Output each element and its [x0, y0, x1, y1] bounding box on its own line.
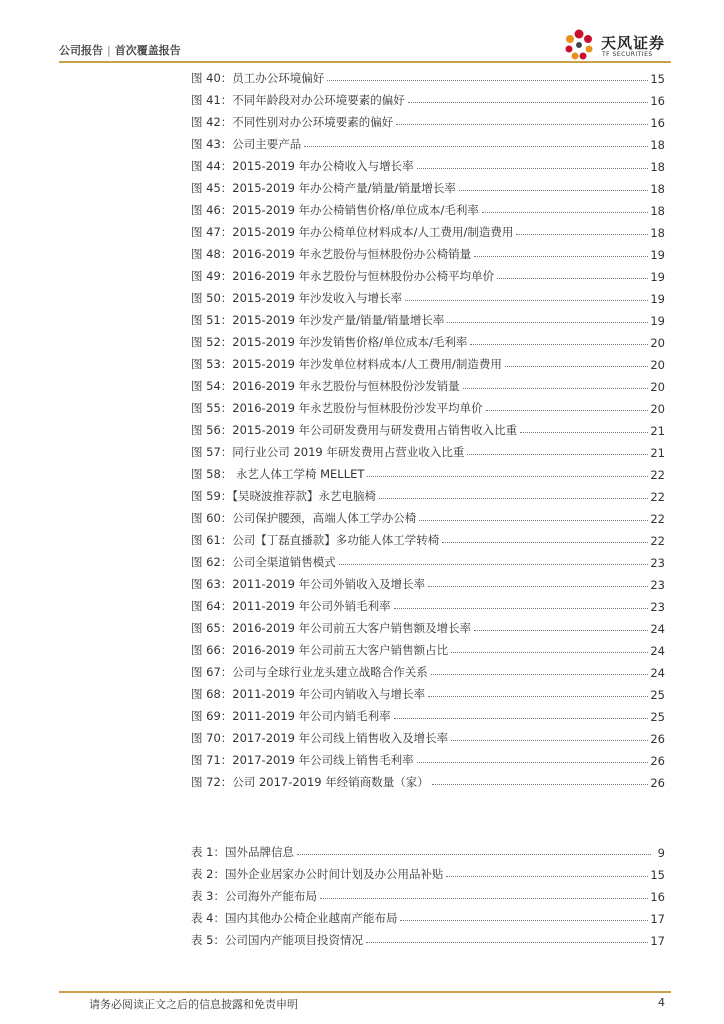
entry-page: 19	[650, 270, 665, 284]
entry-label: 图 52：2015-2019 年沙发销售价格/单位成本/毛利率	[191, 335, 468, 349]
table-entry[interactable]	[191, 860, 665, 882]
dot-leader	[339, 563, 649, 565]
dot-leader	[428, 585, 648, 587]
figure-entry[interactable]	[191, 768, 665, 790]
entry-page: 20	[650, 358, 665, 372]
figure-entry[interactable]	[191, 592, 665, 614]
entry-page: 24	[650, 622, 665, 636]
figure-entry[interactable]	[191, 152, 665, 174]
entry-page: 18	[650, 182, 665, 196]
entry-label: 图 50：2015-2019 年沙发收入与增长率	[191, 291, 403, 305]
header-divider	[59, 61, 671, 63]
dot-leader	[486, 409, 649, 411]
entry-page: 16	[650, 116, 665, 130]
entry-label: 图 72：公司 2017-2019 年经销商数量（家）	[191, 775, 429, 789]
table-entry[interactable]	[191, 882, 665, 904]
entry-label: 表 1：国外品牌信息	[191, 845, 294, 859]
entry-page: 20	[650, 336, 665, 350]
dot-leader	[400, 919, 648, 921]
figure-entry[interactable]	[191, 218, 665, 240]
report-category: 公司报告	[59, 44, 103, 57]
dot-leader	[451, 651, 648, 653]
entry-page: 17	[650, 934, 665, 948]
entry-page: 9	[657, 846, 665, 860]
figure-entry[interactable]	[191, 174, 665, 196]
figure-entry[interactable]	[191, 438, 665, 460]
entry-label: 图 59：【吴晓波推荐款】永艺电脑椅	[191, 489, 377, 503]
dot-leader	[459, 189, 648, 191]
entry-label: 图 41：不同年龄段对办公环境要素的偏好	[191, 93, 405, 107]
dot-leader	[516, 233, 648, 235]
dot-leader	[394, 607, 649, 609]
figure-entry[interactable]	[191, 108, 665, 130]
entry-label: 图 56：2015-2019 年公司研发费用与研发费用占销售收入比重	[191, 423, 518, 437]
entry-label: 图 53：2015-2019 年沙发单位材料成本/人工费用/制造费用	[191, 357, 502, 371]
dot-leader	[482, 211, 648, 213]
company-logo	[561, 28, 671, 64]
entry-page: 20	[650, 402, 665, 416]
entry-label: 图 49：2016-2019 年永艺股份与恒林股份办公椅平均单价	[191, 269, 495, 283]
dot-leader	[408, 101, 649, 103]
logo-subtitle: TF SECURITIES	[602, 51, 653, 58]
disclaimer-text: 请务必阅读正文之后的信息披露和免责申明	[89, 998, 298, 1011]
entry-page: 23	[650, 578, 665, 592]
table-entry[interactable]	[191, 904, 665, 926]
entry-page: 20	[650, 380, 665, 394]
figure-entry[interactable]	[191, 482, 665, 504]
dot-leader	[474, 255, 648, 257]
dot-leader	[442, 541, 648, 543]
entry-label: 表 4：国内其他办公椅企业越南产能布局	[191, 911, 398, 925]
dot-leader	[367, 475, 648, 477]
dot-leader	[446, 875, 648, 877]
figure-entry[interactable]	[191, 570, 665, 592]
table-entry[interactable]	[191, 838, 665, 860]
table-list	[191, 838, 665, 948]
dot-leader	[320, 897, 648, 899]
entry-label: 图 60：公司保护腰颈，高端人体工学办公椅	[191, 511, 417, 525]
entry-page: 25	[650, 710, 665, 724]
entry-page: 22	[650, 512, 665, 526]
figure-entry[interactable]	[191, 680, 665, 702]
dot-leader	[467, 453, 648, 455]
entry-label: 图 57：同行业公司 2019 年研发费用占营业收入比重	[191, 445, 465, 459]
dot-leader	[366, 941, 648, 943]
entry-page: 23	[650, 600, 665, 614]
figure-list	[191, 64, 665, 790]
entry-label: 图 55：2016-2019 年永艺股份与恒林股份沙发平均单价	[191, 401, 483, 415]
entry-page: 21	[650, 446, 665, 460]
entry-label: 图 61：公司【丁磊直播款】多功能人体工学转椅	[191, 533, 440, 547]
dot-leader	[447, 321, 648, 323]
entry-label: 图 66：2016-2019 年公司前五大客户销售额占比	[191, 643, 449, 657]
header-separator: |	[107, 44, 111, 57]
entry-label: 图 44：2015-2019 年办公椅收入与增长率	[191, 159, 414, 173]
entry-page: 15	[650, 868, 665, 882]
entry-label: 图 71：2017-2019 年公司线上销售毛利率	[191, 753, 414, 767]
dot-leader	[497, 277, 648, 279]
entry-label: 表 5：公司国内产能项目投资情况	[191, 933, 363, 947]
dot-leader	[432, 783, 649, 785]
entry-label: 图 63：2011-2019 年公司外销收入及增长率	[191, 577, 426, 591]
entry-page: 19	[650, 292, 665, 306]
figure-entry[interactable]	[191, 724, 665, 746]
entry-page: 16	[650, 890, 665, 904]
dot-leader	[463, 387, 649, 389]
dot-leader	[428, 695, 648, 697]
entry-page: 22	[650, 490, 665, 504]
figure-entry[interactable]	[191, 614, 665, 636]
entry-page: 18	[650, 160, 665, 174]
footer-divider	[59, 991, 671, 993]
dot-leader	[297, 853, 651, 855]
dot-leader	[474, 629, 648, 631]
dot-leader	[505, 365, 648, 367]
figure-entry[interactable]	[191, 372, 665, 394]
dot-leader	[419, 519, 648, 521]
report-subcategory: 首次覆盖报告	[114, 44, 181, 57]
figure-entry[interactable]	[191, 636, 665, 658]
figure-entry[interactable]	[191, 416, 665, 438]
figure-entry[interactable]	[191, 130, 665, 152]
entry-page: 21	[650, 424, 665, 438]
entry-page: 18	[650, 138, 665, 152]
entry-page: 15	[650, 72, 665, 86]
entry-page: 22	[650, 534, 665, 548]
entry-page: 16	[650, 94, 665, 108]
dot-leader	[417, 761, 649, 763]
figure-entry[interactable]	[191, 394, 665, 416]
dot-leader	[451, 739, 648, 741]
entry-label: 图 70：2017-2019 年公司线上销售收入及增长率	[191, 731, 449, 745]
entry-label: 图 42：不同性别对办公环境要素的偏好	[191, 115, 394, 129]
figure-entry[interactable]	[191, 350, 665, 372]
figure-entry[interactable]	[191, 196, 665, 218]
entry-page: 24	[650, 644, 665, 658]
dot-leader	[470, 343, 648, 345]
figure-entry[interactable]	[191, 460, 665, 482]
entry-label: 图 47：2015-2019 年办公椅单位材料成本/人工费用/制造费用	[191, 225, 514, 239]
entry-label: 图 69：2011-2019 年公司内销毛利率	[191, 709, 391, 723]
entry-label: 图 43：公司主要产品	[191, 137, 302, 151]
figure-entry[interactable]	[191, 702, 665, 724]
entry-page: 19	[650, 314, 665, 328]
entry-label: 图 48：2016-2019 年永艺股份与恒林股份办公椅销量	[191, 247, 472, 261]
entry-page: 22	[650, 468, 665, 482]
flower-logo-icon	[561, 28, 597, 64]
entry-label: 图 51：2015-2019 年沙发产量/销量/销量增长率	[191, 313, 445, 327]
entry-page: 19	[650, 248, 665, 262]
entry-page: 26	[650, 732, 665, 746]
entry-label: 表 2：国外企业居家办公时间计划及办公用品补贴	[191, 867, 444, 881]
page-number: 4	[658, 996, 665, 1009]
figure-entry[interactable]	[191, 240, 665, 262]
figure-entry[interactable]	[191, 262, 665, 284]
entry-label: 图 64：2011-2019 年公司外销毛利率	[191, 599, 391, 613]
entry-label: 图 46：2015-2019 年办公椅销售价格/单位成本/毛利率	[191, 203, 479, 217]
figure-entry[interactable]	[191, 658, 665, 680]
dot-leader	[379, 497, 648, 499]
entry-page: 18	[650, 204, 665, 218]
dot-leader	[396, 123, 648, 125]
logo-wordmark: 天风证券	[601, 34, 666, 52]
dot-leader	[327, 79, 648, 81]
figure-entry[interactable]	[191, 548, 665, 570]
entry-label: 图 54：2016-2019 年永艺股份与恒林股份沙发销量	[191, 379, 460, 393]
entry-page: 18	[650, 226, 665, 240]
figure-entry[interactable]	[191, 86, 665, 108]
dot-leader	[304, 145, 648, 147]
dot-leader	[405, 299, 648, 301]
figure-entry[interactable]	[191, 306, 665, 328]
dot-leader	[520, 431, 648, 433]
report-type	[59, 42, 181, 58]
figure-entry[interactable]	[191, 328, 665, 350]
figure-entry[interactable]	[191, 284, 665, 306]
entry-label: 图 58： 永艺人体工学椅 MELLET	[191, 467, 365, 481]
entry-label: 图 62：公司全渠道销售模式	[191, 555, 336, 569]
entry-page: 25	[650, 688, 665, 702]
entry-page: 24	[650, 666, 665, 680]
entry-label: 图 67：公司与全球行业龙头建立战略合作关系	[191, 665, 428, 679]
table-entry[interactable]	[191, 926, 665, 948]
dot-leader	[431, 673, 649, 675]
entry-label: 图 40：员工办公环境偏好	[191, 71, 325, 85]
entry-page: 17	[650, 912, 665, 926]
dot-leader	[394, 717, 649, 719]
entry-label: 图 65：2016-2019 年公司前五大客户销售额及增长率	[191, 621, 472, 635]
entry-label: 表 3：公司海外产能布局	[191, 889, 317, 903]
figure-entry[interactable]	[191, 64, 665, 86]
entry-page: 26	[650, 754, 665, 768]
figure-entry[interactable]	[191, 526, 665, 548]
entry-page: 26	[650, 776, 665, 790]
figure-entry[interactable]	[191, 746, 665, 768]
entry-label: 图 45：2015-2019 年办公椅产量/销量/销量增长率	[191, 181, 456, 195]
entry-page: 23	[650, 556, 665, 570]
entry-label: 图 68：2011-2019 年公司内销收入与增长率	[191, 687, 426, 701]
dot-leader	[417, 167, 649, 169]
figure-entry[interactable]	[191, 504, 665, 526]
